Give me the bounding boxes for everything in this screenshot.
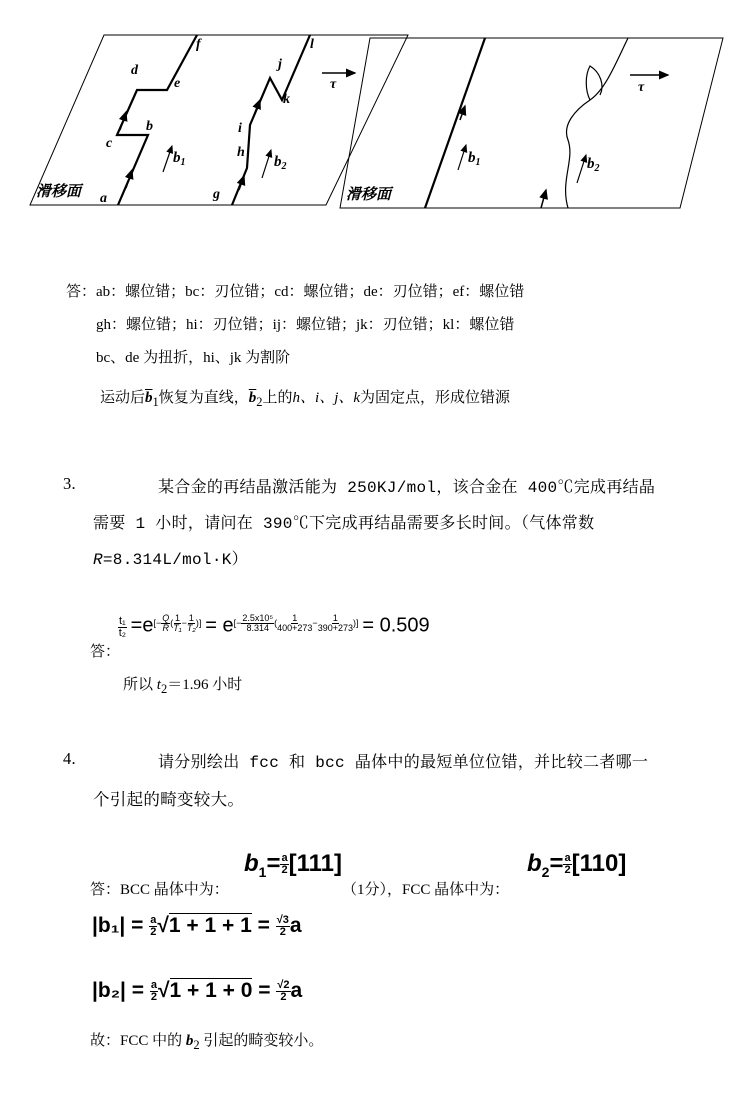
dislocation-diagram — [0, 0, 748, 230]
tau-label-left: τ — [330, 77, 337, 92]
label-l: l — [310, 37, 314, 52]
q2-answer-line1: 答：ab：螺位错；bc：刃位错；cd：螺位错；de：刃位错；ef：螺位错 — [66, 284, 525, 300]
q4-line1: 请分别绘出 fcc 和 bcc 晶体中的最短单位位错，并比较二者哪一 — [158, 754, 649, 772]
q2-answer-line4: 运动后$\overline{b}_1$恢复为直线，$\overline{b}_2$上的h、i、j、k为固定点，形成位错源 — [100, 390, 511, 409]
q4-line2: 个引起的畸变较大。 — [93, 790, 245, 809]
left-slip-plane — [30, 35, 408, 205]
label-j: j — [278, 57, 282, 72]
q3-answer-prefix: 答： — [90, 644, 121, 660]
q4-answer-fcc: （1分），FCC 晶体中为： — [342, 882, 510, 898]
label-e: e — [174, 76, 181, 91]
b2-formula: $b_2=$ $\frac{a}{2}$ [110] — [527, 850, 627, 880]
curved-dislocation — [566, 38, 628, 208]
label-h: h — [237, 145, 245, 160]
label-f: f — [196, 37, 201, 52]
q4-number: 4. — [63, 749, 76, 768]
b1-magnitude: |b₁| = $\frac{a}{2}$ √1 + 1 + 1 = $\frac{√3}{2}$ a — [92, 913, 302, 938]
burgers-b1-right: $b_1$ — [468, 150, 481, 168]
slip-plane-label-right: 滑移面 — [346, 187, 392, 203]
q3-number: 3. — [63, 474, 76, 493]
tau-label-right: τ — [638, 80, 645, 95]
label-g: g — [213, 187, 220, 202]
label-d: d — [131, 63, 138, 78]
burgers-b2-right: $b_2$ — [587, 156, 600, 174]
q4-answer-bcc: 答：BCC 晶体中为： — [90, 882, 229, 898]
label-k: k — [283, 92, 290, 107]
q3-formula: $\frac{\text{t₁}}{\text{t₂}}$ =e[− Q R ( 1 T₁ − 1 T₂ )] = e[− 2.5x10⁵ 8.314 ( 1 400+273 − 1 390+273 )] = 0.509 — [118, 613, 430, 640]
right-slip-plane — [340, 38, 723, 208]
label-c: c — [106, 136, 113, 151]
label-b: b — [146, 119, 153, 134]
label-a: a — [100, 191, 107, 206]
q3-line1: 某合金的再结晶激活能为 250KJ/mol，该合金在 400℃完成再结晶 — [158, 479, 656, 497]
slip-plane-label-left: 滑移面 — [36, 184, 82, 200]
q3-line2: 需要 1 小时，请问在 390℃下完成再结晶需要多长时间。（气体常数 — [93, 515, 595, 533]
b2-magnitude: |b₂| = $\frac{a}{2}$ √1 + 1 + 0 = $\frac{√2}{2}$ a — [92, 978, 303, 1003]
b1-formula: $b_1=$ $\frac{a}{2}$ [111] — [244, 850, 342, 880]
q2-answer-line3: bc、de 为扭折，hi、jk 为割阶 — [96, 350, 291, 366]
straight-dislocation — [425, 38, 485, 208]
q2-answer-line2: gh：螺位错；hi：刃位错；ij：螺位错；jk：刃位错；kl：螺位错 — [96, 317, 515, 333]
q3-result: 所以 $t_2=1.96$ 小时 — [123, 677, 243, 696]
burgers-b1-left: $b_1$ — [173, 150, 186, 168]
dislocation-line-g-l — [232, 35, 310, 205]
q3-line3: R=8.314L/mol·K） — [93, 551, 248, 569]
burgers-b2-left: $b_2$ — [274, 154, 287, 172]
label-i: i — [238, 121, 242, 136]
q4-conclusion: 故：FCC 中的 $b_2$ 引起的畸变较小。 — [90, 1033, 324, 1052]
